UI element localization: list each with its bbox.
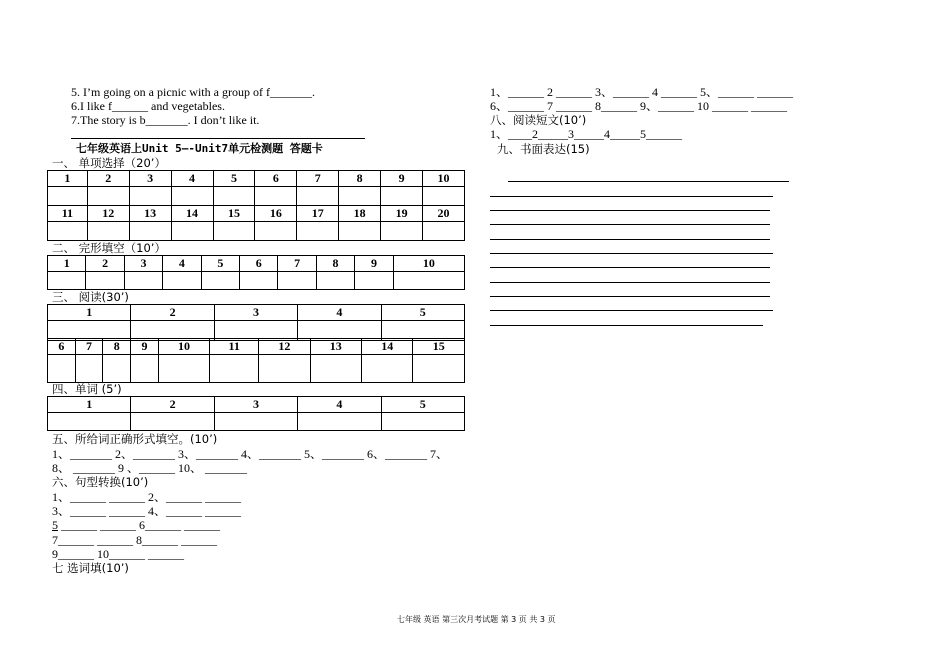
answer-cell[interactable] xyxy=(124,272,162,290)
answer-cell[interactable] xyxy=(48,222,88,241)
answer-cell[interactable] xyxy=(423,187,465,206)
grid-header-cell: 5 xyxy=(381,305,464,321)
grid-header-cell: 4 xyxy=(163,256,201,272)
answer-cell[interactable] xyxy=(381,187,423,206)
grid-header-cell: 2 xyxy=(131,305,214,321)
grid-header-cell: 17 xyxy=(297,206,339,222)
section-6-line-3-rest: ______ ______ 6______ ______ xyxy=(58,518,220,532)
grid-header-cell: 3 xyxy=(124,256,162,272)
section-6-line-5: 9______ 10______ ______ xyxy=(52,547,184,561)
writing-line[interactable] xyxy=(490,296,770,297)
answer-cell[interactable] xyxy=(355,272,393,290)
answer-cell[interactable] xyxy=(75,355,103,383)
grid-header-cell: 9 xyxy=(381,171,423,187)
grid-header-cell: 15 xyxy=(213,206,255,222)
grid-header-cell: 6 xyxy=(255,171,297,187)
grid-header-cell: 9 xyxy=(131,339,159,355)
writing-line[interactable] xyxy=(490,196,773,197)
section-3-label: 三、 阅读(30’) xyxy=(52,290,129,304)
writing-line[interactable] xyxy=(490,267,770,268)
section-9-label: 九、书面表达(15) xyxy=(497,142,590,156)
answer-cell[interactable] xyxy=(158,355,209,383)
section-6-line-2: 3、______ ______ 4、______ ______ xyxy=(52,504,242,518)
answer-cell[interactable] xyxy=(423,222,465,241)
section-2-grid xyxy=(47,255,465,290)
grid-header-cell: 8 xyxy=(316,256,354,272)
answer-cell[interactable] xyxy=(129,222,171,241)
writing-line[interactable] xyxy=(490,224,770,225)
writing-line[interactable] xyxy=(490,210,770,211)
answer-cell[interactable] xyxy=(103,355,131,383)
grid-header-cell: 19 xyxy=(381,206,423,222)
answer-cell[interactable] xyxy=(393,272,464,290)
section-7-answers-line-2: 6、______ 7 ______ 8______ 9、______ 10 ______ ______ xyxy=(490,99,788,113)
answer-cell[interactable] xyxy=(255,187,297,206)
section-6-number-5: 5 xyxy=(52,518,58,532)
grid-header-cell: 4 xyxy=(298,397,381,413)
grid-header-cell: 12 xyxy=(259,339,310,355)
section-3-grid-top xyxy=(47,304,465,341)
answer-cell[interactable] xyxy=(278,272,316,290)
grid-header-cell: 6 xyxy=(240,256,278,272)
answer-cell[interactable] xyxy=(129,187,171,206)
answer-cell[interactable] xyxy=(87,222,129,241)
grid-header-cell: 5 xyxy=(381,397,464,413)
question-5: 5. I’m going on a picnic with a group of f_______. xyxy=(71,85,315,99)
writing-line[interactable] xyxy=(490,239,770,240)
answer-cell[interactable] xyxy=(87,187,129,206)
section-7-label: 七 选词填(10’) xyxy=(52,561,129,575)
grid-header-cell: 10 xyxy=(423,171,465,187)
section-6-label: 六、句型转换(10’) xyxy=(52,475,149,489)
answer-cell[interactable] xyxy=(131,413,214,431)
grid-header-cell: 3 xyxy=(214,397,297,413)
grid-header-cell: 1 xyxy=(48,256,86,272)
answer-cell[interactable] xyxy=(214,413,297,431)
answer-cell[interactable] xyxy=(131,355,159,383)
section-1-label: 一、 单项选择（20’） xyxy=(52,156,166,170)
answer-cell[interactable] xyxy=(297,187,339,206)
section-8-label: 八、阅读短文(10’) xyxy=(490,113,587,127)
answer-cell[interactable] xyxy=(362,355,413,383)
section-1-grid xyxy=(47,170,465,241)
grid-header-cell: 10 xyxy=(393,256,464,272)
answer-cell[interactable] xyxy=(259,355,310,383)
answer-cell[interactable] xyxy=(240,272,278,290)
grid-header-cell: 12 xyxy=(87,206,129,222)
section-4-grid xyxy=(47,396,465,431)
section-7-answers-line-1: 1、______ 2 ______ 3、______ 4 ______ 5、______ ______ xyxy=(490,85,794,99)
divider-line xyxy=(71,138,365,139)
question-6: 6.I like f______ and vegetables. xyxy=(71,99,225,113)
answer-cell[interactable] xyxy=(316,272,354,290)
grid-header-cell: 11 xyxy=(48,206,88,222)
section-5-line-2: 8、 _______ 9 、______ 10、 _______ xyxy=(52,461,248,475)
section-6-line-1: 1、______ ______ 2、______ ______ xyxy=(52,490,242,504)
grid-header-cell: 4 xyxy=(298,305,381,321)
answer-cell[interactable] xyxy=(213,222,255,241)
grid-header-cell: 10 xyxy=(158,339,209,355)
grid-header-cell: 5 xyxy=(201,256,239,272)
answer-cell[interactable] xyxy=(339,187,381,206)
grid-header-cell: 13 xyxy=(129,206,171,222)
answer-cell[interactable] xyxy=(48,272,86,290)
grid-header-cell: 16 xyxy=(255,206,297,222)
answer-cell[interactable] xyxy=(48,187,88,206)
answer-cell[interactable] xyxy=(381,413,464,431)
answer-cell[interactable] xyxy=(298,413,381,431)
answer-card-title: 七年级英语上Unit 5—-Unit7单元检测题 答题卡 xyxy=(76,142,323,155)
grid-header-cell: 7 xyxy=(75,339,103,355)
answer-cell[interactable] xyxy=(310,355,361,383)
section-6-line-4: 7______ ______ 8______ ______ xyxy=(52,533,217,547)
grid-header-cell: 1 xyxy=(48,171,88,187)
answer-cell[interactable] xyxy=(171,222,213,241)
answer-cell[interactable] xyxy=(297,222,339,241)
answer-cell[interactable] xyxy=(255,222,297,241)
answer-cell[interactable] xyxy=(86,272,124,290)
grid-header-cell: 9 xyxy=(355,256,393,272)
question-7: 7.The story is b_______. I don’t like it. xyxy=(71,113,260,127)
section-3-grid-bottom xyxy=(47,338,465,383)
answer-cell[interactable] xyxy=(48,355,76,383)
grid-header-cell: 1 xyxy=(48,397,131,413)
section-4-label: 四、单词 (5’) xyxy=(52,382,122,396)
grid-header-cell: 8 xyxy=(103,339,131,355)
answer-cell[interactable] xyxy=(210,355,259,383)
grid-header-cell: 6 xyxy=(48,339,76,355)
grid-header-cell: 2 xyxy=(131,397,214,413)
grid-header-cell: 13 xyxy=(310,339,361,355)
answer-cell[interactable] xyxy=(48,413,131,431)
grid-header-cell: 3 xyxy=(129,171,171,187)
grid-header-cell: 14 xyxy=(171,206,213,222)
answer-cell[interactable] xyxy=(213,187,255,206)
section-2-label: 二、 完形填空（10’） xyxy=(52,241,166,255)
section-5-line-1: 1、_______ 2、_______ 3、_______ 4、_______ 5、_______ 6、_______ 7、 xyxy=(52,447,449,461)
answer-cell[interactable] xyxy=(413,355,465,383)
section-5-label: 五、所给词正确形式填空。(10’) xyxy=(52,432,218,446)
grid-header-cell: 7 xyxy=(297,171,339,187)
answer-cell[interactable] xyxy=(381,222,423,241)
grid-header-cell: 4 xyxy=(171,171,213,187)
grid-header-cell: 2 xyxy=(87,171,129,187)
grid-header-cell: 11 xyxy=(210,339,259,355)
grid-header-cell: 5 xyxy=(213,171,255,187)
answer-cell[interactable] xyxy=(201,272,239,290)
writing-line[interactable] xyxy=(490,310,773,311)
grid-header-cell: 1 xyxy=(48,305,131,321)
section-8-answers: 1、____2_____3_____4_____5______ xyxy=(490,127,683,141)
writing-line[interactable] xyxy=(490,253,773,254)
answer-cell[interactable] xyxy=(171,187,213,206)
section-6-line-3 xyxy=(52,518,220,532)
page-footer: 七年级 英语 第三次月考试题 第 3 页 共 3 页 xyxy=(397,615,556,624)
answer-cell[interactable] xyxy=(163,272,201,290)
grid-header-cell: 20 xyxy=(423,206,465,222)
grid-header-cell: 14 xyxy=(362,339,413,355)
grid-header-cell: 3 xyxy=(214,305,297,321)
grid-header-cell: 2 xyxy=(86,256,124,272)
grid-header-cell: 15 xyxy=(413,339,465,355)
grid-header-cell: 18 xyxy=(339,206,381,222)
grid-header-cell: 7 xyxy=(278,256,316,272)
writing-line[interactable] xyxy=(490,325,763,326)
writing-line[interactable] xyxy=(508,181,789,182)
writing-line[interactable] xyxy=(490,282,770,283)
answer-cell[interactable] xyxy=(339,222,381,241)
grid-header-cell: 8 xyxy=(339,171,381,187)
